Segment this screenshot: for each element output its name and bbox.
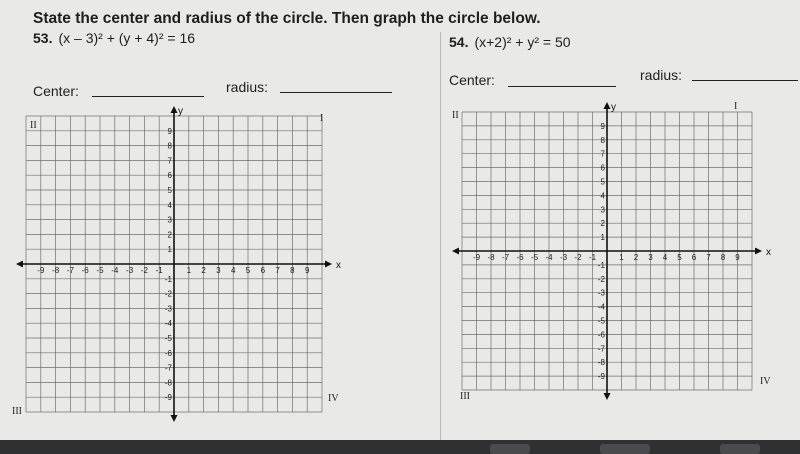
x-tick-label: 2	[201, 266, 206, 275]
x-tick-label: -4	[545, 253, 553, 262]
problem-number: 54.	[449, 34, 469, 50]
x-tick-label: 6	[260, 266, 266, 275]
y-tick-label: -7	[164, 363, 172, 373]
x-tick-label: -7	[501, 253, 510, 262]
x-tick-label: -2	[574, 253, 582, 262]
quadrant-label-i: I	[734, 101, 738, 112]
y-axis-arrow-up	[171, 106, 178, 113]
x-tick-label: -9	[37, 266, 45, 275]
y-tick-label: -1	[597, 260, 605, 270]
x-axis-label: x	[766, 247, 771, 258]
problem-number: 53.	[33, 30, 53, 46]
y-tick-label: 9	[600, 121, 605, 131]
x-tick-label: -6	[81, 266, 89, 275]
problem-53	[33, 30, 195, 46]
x-tick-label: 2	[633, 253, 639, 262]
y-tick-label: -6	[164, 348, 172, 358]
y-tick-label: -4	[164, 319, 172, 329]
radius-answer-blank[interactable]	[280, 92, 392, 93]
quadrant-label-iv: IV	[760, 376, 771, 387]
x-tick-label: 9	[735, 253, 740, 262]
instructions-title: State the center and radius of the circle. Then graph the circle below.	[33, 10, 541, 27]
radius-label: radius:	[640, 67, 683, 83]
y-tick-label: -3	[597, 288, 605, 298]
problem-equation: (x – 3)² + (y + 4)² = 16	[58, 30, 196, 46]
y-axis-arrow-down	[604, 393, 611, 400]
y-tick-label: 2	[167, 230, 172, 240]
x-tick-label: -5	[530, 253, 539, 262]
quadrant-label-iii: III	[12, 406, 22, 417]
x-tick-label: 9	[304, 266, 310, 275]
x-tick-label: 1	[619, 253, 624, 262]
y-axis-arrow-up	[604, 102, 611, 109]
problem-equation: (x+2)² + y² = 50	[474, 34, 571, 50]
x-tick-label: 3	[648, 253, 653, 262]
y-tick-label: 4	[167, 200, 172, 210]
x-axis-arrow-right	[325, 261, 332, 268]
center-answer-blank[interactable]	[92, 96, 204, 97]
y-tick-label: -5	[164, 334, 172, 343]
center-answer-blank[interactable]	[508, 86, 616, 87]
x-tick-label: 4	[230, 266, 236, 275]
x-tick-label: 1	[186, 266, 192, 275]
x-tick-label: -7	[66, 266, 74, 275]
x-tick-label: -8	[487, 253, 495, 262]
y-tick-label: 5	[600, 177, 605, 187]
x-tick-label: -1	[155, 266, 163, 275]
y-tick-label: -8	[597, 358, 605, 368]
y-tick-label: 6	[600, 163, 605, 173]
x-tick-label: 5	[245, 266, 251, 275]
y-tick-label: -1	[164, 274, 172, 284]
radius-answer-blank[interactable]	[692, 80, 798, 81]
x-tick-label: -2	[140, 266, 148, 275]
x-tick-label: 3	[216, 266, 221, 275]
quadrant-label-iv: IV	[328, 393, 339, 404]
quadrant-label-ii: II	[30, 120, 37, 131]
x-tick-label: 8	[290, 266, 295, 275]
keyboard-key	[600, 444, 650, 454]
keyboard-key	[720, 444, 760, 454]
x-tick-label: 8	[720, 253, 726, 262]
x-tick-label: 7	[275, 266, 280, 275]
y-tick-label: -2	[164, 289, 172, 299]
x-tick-label: -5	[96, 266, 104, 275]
y-tick-label: 1	[600, 233, 605, 243]
center-label: Center:	[33, 83, 79, 99]
x-tick-label: -9	[472, 253, 481, 262]
y-tick-label: 6	[167, 171, 172, 181]
y-tick-label: -9	[164, 393, 172, 403]
x-tick-label: 5	[677, 253, 682, 262]
x-tick-label: -1	[588, 253, 597, 262]
quadrant-label-i: I	[320, 113, 324, 124]
y-tick-label: 8	[167, 141, 172, 151]
x-tick-label: 6	[691, 253, 697, 262]
y-tick-label: -3	[164, 304, 172, 314]
y-tick-label: 7	[600, 149, 605, 159]
y-tick-label: 8	[600, 135, 605, 145]
y-axis-arrow-down	[171, 415, 178, 422]
x-tick-label: 4	[662, 253, 668, 262]
y-tick-label: 5	[167, 186, 172, 195]
x-tick-label: 7	[706, 253, 711, 262]
x-axis-arrow-left	[16, 261, 23, 268]
x-axis-label: x	[336, 260, 341, 271]
keyboard-key	[490, 444, 530, 454]
radius-label: radius:	[226, 79, 269, 95]
y-tick-label: 4	[600, 191, 605, 201]
quadrant-label-iii: III	[460, 391, 470, 402]
x-tick-label: -6	[516, 253, 524, 262]
problem-54	[449, 34, 571, 50]
y-tick-label: 1	[167, 245, 172, 255]
x-tick-label: -4	[111, 266, 119, 275]
y-tick-label: -7	[597, 344, 605, 354]
x-tick-label: -3	[126, 266, 134, 275]
y-tick-label: -5	[597, 316, 605, 326]
x-tick-label: -8	[52, 266, 60, 275]
y-tick-label: 7	[167, 156, 172, 166]
quadrant-label-ii: II	[452, 110, 459, 121]
y-tick-label: -8	[164, 378, 172, 388]
y-tick-label: 3	[600, 205, 605, 215]
column-divider	[440, 32, 441, 440]
y-tick-label: -4	[597, 302, 605, 312]
x-tick-label: -3	[559, 253, 568, 262]
y-tick-label: -6	[597, 330, 605, 340]
y-axis-label: y	[611, 102, 616, 113]
y-tick-label: -2	[597, 274, 605, 284]
x-axis-arrow-right	[755, 248, 762, 255]
center-label: Center:	[449, 72, 495, 88]
y-axis-label: y	[178, 106, 183, 117]
y-tick-label: 3	[167, 215, 172, 225]
y-tick-label: -9	[597, 372, 605, 382]
x-axis-arrow-left	[452, 248, 459, 255]
y-tick-label: 9	[167, 126, 172, 136]
laptop-keyboard-edge	[0, 440, 800, 454]
y-tick-label: 2	[600, 219, 605, 229]
